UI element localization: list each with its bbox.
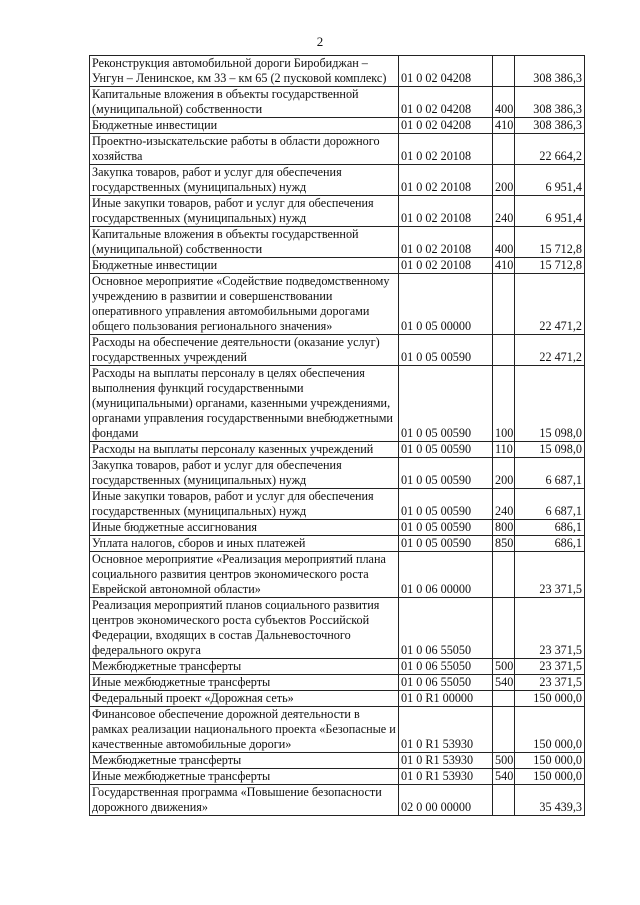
row-amount-cell: 23 371,5 (515, 675, 585, 691)
row-name-cell: Расходы на выплаты персоналу в целях обеспечения выполнения функций государственными (муниципальными) органами, казенными учреждениями, органами управления государственными внебюджетными фондами (90, 366, 399, 442)
row-vr-cell: 410 (493, 258, 515, 274)
row-code-cell: 01 0 06 55050 (399, 659, 493, 675)
row-vr-cell (493, 552, 515, 598)
budget-table (89, 55, 585, 816)
row-amount-cell: 23 371,5 (515, 659, 585, 675)
row-vr-cell (493, 785, 515, 816)
row-amount-cell: 150 000,0 (515, 753, 585, 769)
table-row (90, 489, 585, 520)
row-code-cell: 01 0 05 00590 (399, 335, 493, 366)
table-row (90, 707, 585, 753)
row-code-cell: 01 0 R1 53930 (399, 769, 493, 785)
table-row (90, 227, 585, 258)
row-name-cell: Закупка товаров, работ и услуг для обеспечения государственных (муниципальных) нужд (90, 165, 399, 196)
row-code-cell: 02 0 00 00000 (399, 785, 493, 816)
row-code-cell: 01 0 02 04208 (399, 56, 493, 87)
row-code-cell: 01 0 05 00590 (399, 520, 493, 536)
row-vr-cell: 800 (493, 520, 515, 536)
row-name-cell: Закупка товаров, работ и услуг для обеспечения государственных (муниципальных) нужд (90, 458, 399, 489)
row-vr-cell: 540 (493, 769, 515, 785)
table-row (90, 691, 585, 707)
row-amount-cell: 308 386,3 (515, 118, 585, 134)
row-name-cell: Реконструкция автомобильной дороги Биробиджан – Унгун – Ленинское, км 33 – км 65 (2 пусковой комплекс) (90, 56, 399, 87)
row-name-cell: Расходы на выплаты персоналу казенных учреждений (90, 442, 399, 458)
row-amount-cell: 15 098,0 (515, 366, 585, 442)
row-code-cell: 01 0 02 20108 (399, 196, 493, 227)
row-name-cell: Капитальные вложения в объекты государственной (муниципальной) собственности (90, 87, 399, 118)
row-vr-cell: 240 (493, 196, 515, 227)
row-name-cell: Государственная программа «Повышение безопасности дорожного движения» (90, 785, 399, 816)
row-amount-cell: 15 712,8 (515, 227, 585, 258)
row-vr-cell: 500 (493, 753, 515, 769)
table-row (90, 196, 585, 227)
row-code-cell: 01 0 R1 00000 (399, 691, 493, 707)
row-vr-cell (493, 598, 515, 659)
row-name-cell: Межбюджетные трансферты (90, 753, 399, 769)
row-vr-cell (493, 56, 515, 87)
table-row (90, 769, 585, 785)
table-row (90, 675, 585, 691)
table-row (90, 118, 585, 134)
row-code-cell: 01 0 05 00590 (399, 442, 493, 458)
table-row (90, 785, 585, 816)
row-name-cell: Федеральный проект «Дорожная сеть» (90, 691, 399, 707)
row-vr-cell: 240 (493, 489, 515, 520)
row-name-cell: Иные закупки товаров, работ и услуг для обеспечения государственных (муниципальных) нужд (90, 196, 399, 227)
row-name-cell: Проектно-изыскательские работы в области дорожного хозяйства (90, 134, 399, 165)
row-amount-cell: 6 687,1 (515, 489, 585, 520)
table-row (90, 335, 585, 366)
row-name-cell: Иные закупки товаров, работ и услуг для обеспечения государственных (муниципальных) нужд (90, 489, 399, 520)
row-code-cell: 01 0 02 04208 (399, 87, 493, 118)
row-vr-cell: 410 (493, 118, 515, 134)
row-name-cell: Межбюджетные трансферты (90, 659, 399, 675)
row-name-cell: Бюджетные инвестиции (90, 258, 399, 274)
row-code-cell: 01 0 05 00000 (399, 274, 493, 335)
row-amount-cell: 35 439,3 (515, 785, 585, 816)
row-amount-cell: 15 712,8 (515, 258, 585, 274)
row-amount-cell: 150 000,0 (515, 691, 585, 707)
row-code-cell: 01 0 R1 53930 (399, 753, 493, 769)
row-name-cell: Иные бюджетные ассигнования (90, 520, 399, 536)
row-name-cell: Основное мероприятие «Реализация мероприятий плана социального развития центров экономического роста Еврейской автономной области» (90, 552, 399, 598)
table-row (90, 753, 585, 769)
row-code-cell: 01 0 02 20108 (399, 165, 493, 196)
row-code-cell: 01 0 02 04208 (399, 118, 493, 134)
row-amount-cell: 686,1 (515, 536, 585, 552)
row-vr-cell (493, 691, 515, 707)
row-vr-cell (493, 707, 515, 753)
row-vr-cell: 500 (493, 659, 515, 675)
row-name-cell: Капитальные вложения в объекты государственной (муниципальной) собственности (90, 227, 399, 258)
table-row (90, 366, 585, 442)
row-vr-cell: 400 (493, 87, 515, 118)
row-code-cell: 01 0 06 00000 (399, 552, 493, 598)
row-code-cell: 01 0 02 20108 (399, 227, 493, 258)
row-code-cell: 01 0 02 20108 (399, 258, 493, 274)
row-amount-cell: 23 371,5 (515, 598, 585, 659)
row-name-cell: Финансовое обеспечение дорожной деятельности в рамках реализации национального проекта «Безопасные и качественные автомобильные дороги» (90, 707, 399, 753)
table-row (90, 458, 585, 489)
row-amount-cell: 22 471,2 (515, 274, 585, 335)
row-name-cell: Бюджетные инвестиции (90, 118, 399, 134)
row-amount-cell: 15 098,0 (515, 442, 585, 458)
row-name-cell: Основное мероприятие «Содействие подведомственному учреждению в развитии и совершенствовании оперативного управления автомобильными дорогами общего пользования регионального значения» (90, 274, 399, 335)
row-vr-cell (493, 274, 515, 335)
row-amount-cell: 22 471,2 (515, 335, 585, 366)
row-vr-cell: 200 (493, 458, 515, 489)
row-vr-cell (493, 335, 515, 366)
table-row (90, 598, 585, 659)
table-row (90, 56, 585, 87)
row-code-cell: 01 0 05 00590 (399, 536, 493, 552)
row-code-cell: 01 0 05 00590 (399, 489, 493, 520)
row-name-cell: Реализация мероприятий планов социального развития центров экономического роста субъектов Российской Федерации, входящих в состав Дальневосточного федерального округа (90, 598, 399, 659)
row-vr-cell: 850 (493, 536, 515, 552)
table-row (90, 659, 585, 675)
row-vr-cell: 540 (493, 675, 515, 691)
row-amount-cell: 308 386,3 (515, 87, 585, 118)
table-row (90, 520, 585, 536)
budget-table-body (90, 56, 585, 816)
table-row (90, 258, 585, 274)
row-amount-cell: 22 664,2 (515, 134, 585, 165)
row-amount-cell: 6 951,4 (515, 196, 585, 227)
row-amount-cell: 6 687,1 (515, 458, 585, 489)
row-code-cell: 01 0 05 00590 (399, 366, 493, 442)
table-row (90, 134, 585, 165)
row-code-cell: 01 0 06 55050 (399, 598, 493, 659)
row-vr-cell: 110 (493, 442, 515, 458)
row-vr-cell: 400 (493, 227, 515, 258)
row-vr-cell: 200 (493, 165, 515, 196)
page-number: 2 (316, 34, 324, 49)
row-amount-cell: 686,1 (515, 520, 585, 536)
table-row (90, 552, 585, 598)
row-code-cell: 01 0 06 55050 (399, 675, 493, 691)
table-row (90, 165, 585, 196)
row-vr-cell (493, 134, 515, 165)
table-row (90, 442, 585, 458)
row-amount-cell: 150 000,0 (515, 707, 585, 753)
table-row (90, 274, 585, 335)
table-row (90, 87, 585, 118)
row-code-cell: 01 0 02 20108 (399, 134, 493, 165)
row-amount-cell: 150 000,0 (515, 769, 585, 785)
row-code-cell: 01 0 R1 53930 (399, 707, 493, 753)
row-name-cell: Иные межбюджетные трансферты (90, 769, 399, 785)
row-amount-cell: 23 371,5 (515, 552, 585, 598)
row-name-cell: Уплата налогов, сборов и иных платежей (90, 536, 399, 552)
row-amount-cell: 308 386,3 (515, 56, 585, 87)
row-code-cell: 01 0 05 00590 (399, 458, 493, 489)
row-vr-cell: 100 (493, 366, 515, 442)
row-name-cell: Иные межбюджетные трансферты (90, 675, 399, 691)
row-amount-cell: 6 951,4 (515, 165, 585, 196)
table-row (90, 536, 585, 552)
row-name-cell: Расходы на обеспечение деятельности (оказание услуг) государственных учреждений (90, 335, 399, 366)
